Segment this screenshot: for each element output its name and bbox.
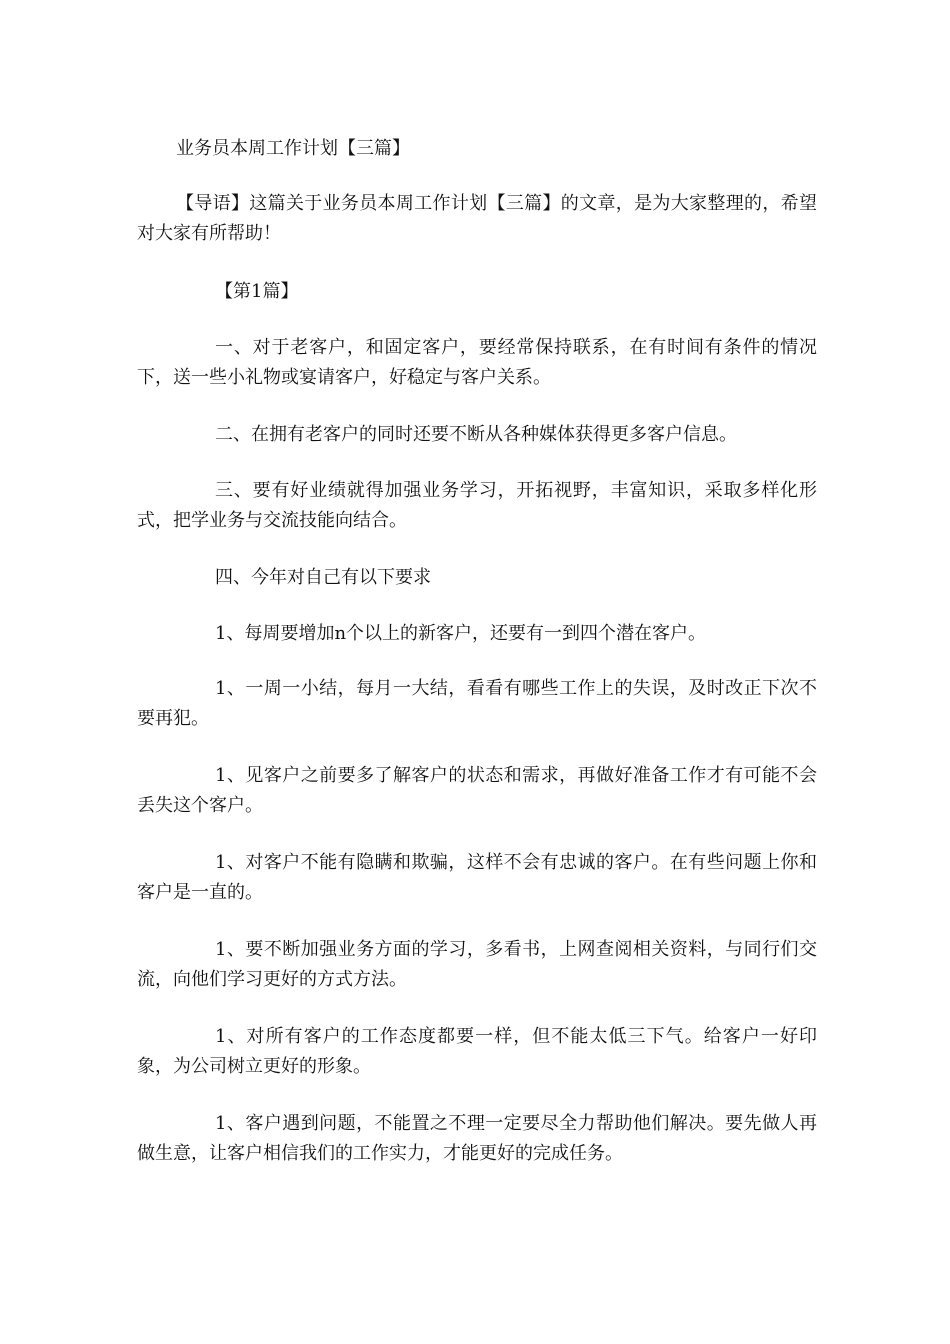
paragraph-2: 二、在拥有老客户的同时还要不断从各种媒体获得更多客户信息。: [215, 424, 737, 445]
paragraph-6: 1、一周一小结，每月一大结，看看有哪些工作上的失误，及时改正下次不要再犯。: [137, 678, 817, 729]
intro-paragraph: 【导语】这篇关于业务员本周工作计划【三篇】的文章，是为大家整理的，希望对大家有所帮助！: [137, 193, 817, 244]
paragraph-1: 一、对于老客户，和固定客户，要经常保持联系，在有时间有条件的情况下，送一些小礼物或宴请客户，好稳定与客户关系。: [137, 337, 817, 388]
paragraph-3: 三、要有好业绩就得加强业务学习，开拓视野，丰富知识，采取多样化形式，把学业务与交流技能向结合。: [137, 480, 817, 531]
paragraph-9: 1、要不断加强业务方面的学习，多看书，上网查阅相关资料，与同行们交流，向他们学习更好的方式方法。: [137, 939, 817, 990]
paragraph-7: 1、见客户之前要多了解客户的状态和需求，再做好准备工作才有可能不会丢失这个客户。: [137, 765, 817, 816]
document-title: 业务员本周工作计划【三篇】: [176, 138, 410, 159]
paragraph-8: 1、对客户不能有隐瞒和欺骗，这样不会有忠诚的客户。在有些问题上你和客户是一直的。: [137, 852, 817, 903]
paragraph-10: 1、对所有客户的工作态度都要一样，但不能太低三下气。给客户一好印象，为公司树立更好的形象。: [137, 1026, 817, 1077]
paragraph-5: 1、每周要增加n个以上的新客户，还要有一到四个潜在客户。: [215, 623, 707, 644]
section-heading: 【第1篇】: [215, 281, 299, 302]
paragraph-4: 四、今年对自己有以下要求: [215, 567, 431, 588]
paragraph-11: 1、客户遇到问题，不能置之不理一定要尽全力帮助他们解决。要先做人再做生意，让客户相信我们的工作实力，才能更好的完成任务。: [137, 1113, 817, 1164]
